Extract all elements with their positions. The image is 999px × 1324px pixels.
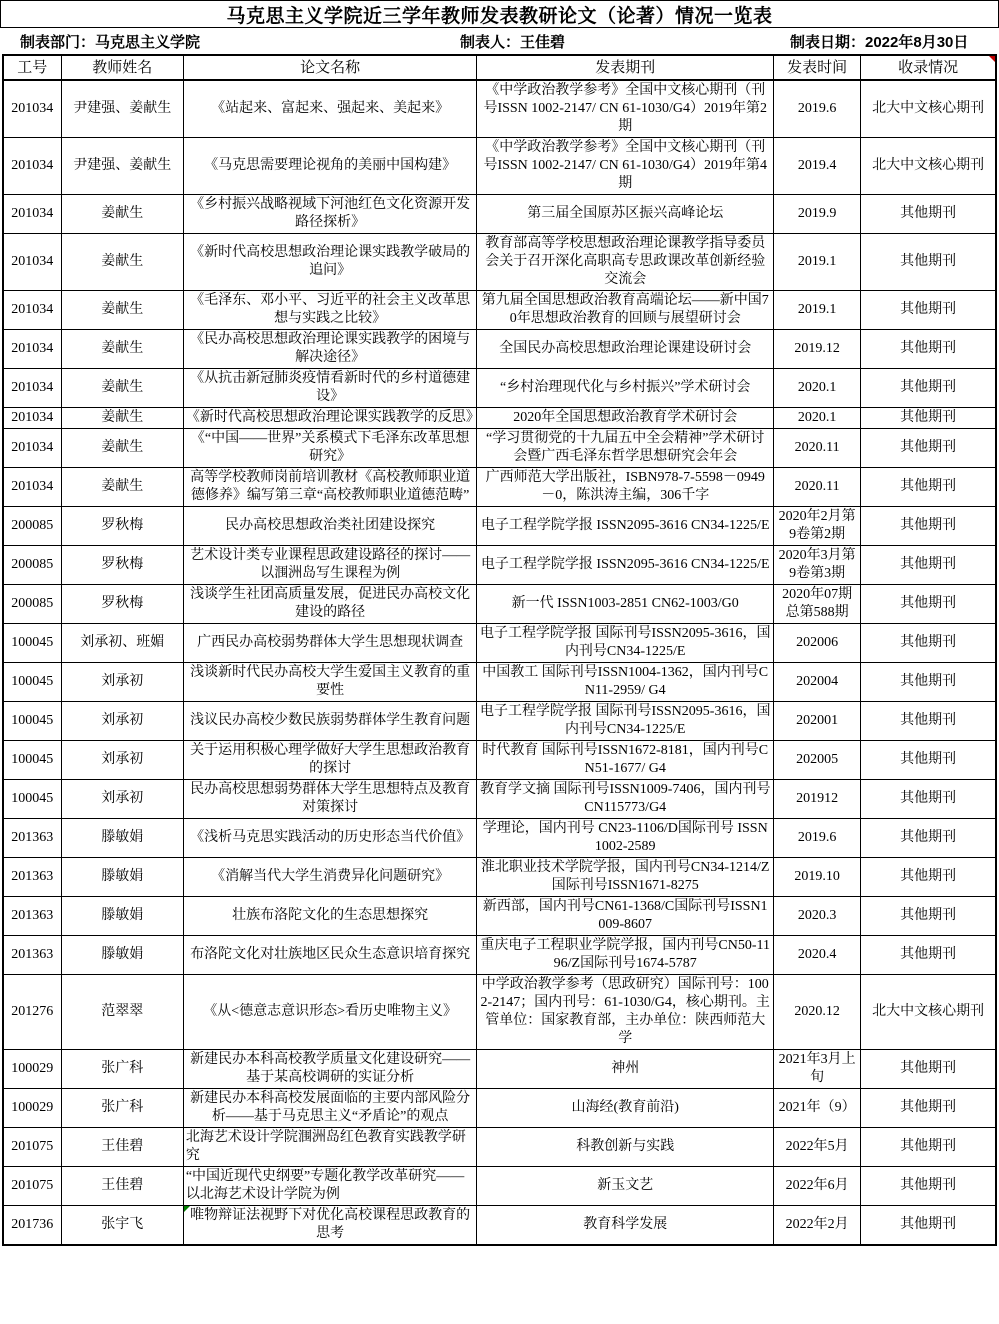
cell-index-status: 其他期刊 [861,195,996,234]
cell-teacher-name: 范翠翠 [61,975,183,1050]
cell-teacher-name: 尹建强、姜献生 [61,138,183,195]
cell-teacher-name: 姜献生 [61,369,183,408]
cell-journal: 重庆电子工程职业学院学报，国内刊号CN50-1196/Z国际刊号1674-5787 [477,936,774,975]
cell-employee-id: 200085 [3,546,61,585]
table-row [3,936,996,975]
header-row [3,55,996,80]
cell-index-status: 其他期刊 [861,897,996,936]
cell-journal: “学习贯彻党的十九届五中全会精神”学术研讨会暨广西毛泽东哲学思想研究会年会 [477,429,774,468]
cell-index-status: 其他期刊 [861,780,996,819]
table-row [3,195,996,234]
cell-employee-id: 100045 [3,624,61,663]
cell-employee-id: 100045 [3,702,61,741]
cell-paper-title: 北海艺术设计学院涠洲岛红色教育实践教学研究 [183,1128,477,1167]
cell-paper-title: 民办高校思想政治类社团建设探究 [183,507,477,546]
cell-employee-id: 201363 [3,819,61,858]
table-row [3,138,996,195]
title-box [0,0,999,28]
cell-paper-title: 艺术设计类专业课程思政建设路径的探讨——以涠洲岛写生课程为例 [183,546,477,585]
cell-journal: 《中学政治教学参考》全国中文核心期刊（刊号ISSN 1002-2147/ CN 61-1030/G4）2019年第4期 [477,138,774,195]
cell-journal: 淮北职业技术学院学报，国内刊号CN34-1214/Z国际刊号ISSN1671-8275 [477,858,774,897]
cell-paper-title: 高等学校教师岗前培训教材《高校教师职业道德修养》编写第三章“高校教师职业道德范畴” [183,468,477,507]
cell-paper-title: 民办高校思想弱势群体大学生思想特点及教育对策探讨 [183,780,477,819]
cell-paper-title: 《“中国——世界”关系模式下毛泽东改革思想研究》 [183,429,477,468]
col-header-index-status-label: 收录情况 [898,59,959,76]
cell-paper-title: 浅谈学生社团高质量发展，促进民办高校文化建设的路径 [183,585,477,624]
cell-employee-id: 201034 [3,408,61,429]
cell-publish-time: 2020.12 [774,975,861,1050]
cell-paper-title: 新建民办本科高校教学质量文化建设研究——基于某高校调研的实证分析 [183,1050,477,1089]
cell-publish-time: 202005 [774,741,861,780]
cell-paper-title: 壮族布洛陀文化的生态思想探究 [183,897,477,936]
cell-teacher-name: 罗秋梅 [61,585,183,624]
cell-paper-title: 《民办高校思想政治理论课实践教学的困境与解决途径》 [183,330,477,369]
cell-employee-id: 201034 [3,468,61,507]
cell-teacher-name: 张广科 [61,1089,183,1128]
table-row [3,624,996,663]
table-row [3,1206,996,1246]
cell-journal: 电子工程学院学报 国际刊号ISSN2095-3616，国内刊号CN34-1225/E [477,624,774,663]
cell-paper-title: 《乡村振兴战略视域下河池红色文化资源开发路径探析》 [183,195,477,234]
cell-index-status: 其他期刊 [861,624,996,663]
cell-employee-id: 200085 [3,507,61,546]
cell-journal: 科教创新与实践 [477,1128,774,1167]
cell-publish-time: 2020.4 [774,936,861,975]
cell-publish-time: 2021年3月上旬 [774,1050,861,1089]
cell-journal: 中国教工 国际刊号ISSN1004-1362，国内刊号CN11-2959/ G4 [477,663,774,702]
cell-journal: 学理论，国内刊号 CN23-1106/D国际刊号 ISSN 1002-2589 [477,819,774,858]
cell-employee-id: 201736 [3,1206,61,1246]
table-row [3,429,996,468]
cell-teacher-name: 姜献生 [61,234,183,291]
table-row [3,408,996,429]
cell-journal: 全国民办高校思想政治理论课建设研讨会 [477,330,774,369]
error-indicator-icon [184,1206,190,1212]
cell-teacher-name: 姜献生 [61,408,183,429]
cell-teacher-name: 姜献生 [61,468,183,507]
cell-publish-time: 202004 [774,663,861,702]
cell-paper-title: 《消解当代大学生消费异化问题研究》 [183,858,477,897]
cell-index-status: 其他期刊 [861,507,996,546]
cell-publish-time: 201912 [774,780,861,819]
cell-journal: 新玉文艺 [477,1167,774,1206]
cell-paper-title: 布洛陀文化对壮族地区民众生态意识培育探究 [183,936,477,975]
cell-index-status: 北大中文核心期刊 [861,138,996,195]
cell-index-status: 其他期刊 [861,663,996,702]
cell-journal: “乡村治理现代化与乡村振兴”学术研讨会 [477,369,774,408]
cell-paper-title: 关于运用积极心理学做好大学生思想政治教育的探讨 [183,741,477,780]
cell-teacher-name: 姜献生 [61,429,183,468]
cell-index-status: 其他期刊 [861,741,996,780]
table-row [3,546,996,585]
cell-teacher-name: 罗秋梅 [61,507,183,546]
cell-publish-time: 202006 [774,624,861,663]
cell-teacher-name: 滕敏娟 [61,858,183,897]
table-row [3,468,996,507]
table-row [3,291,996,330]
table-row [3,819,996,858]
cell-index-status: 其他期刊 [861,291,996,330]
cell-teacher-name: 尹建强、姜献生 [61,80,183,138]
table-row [3,780,996,819]
cell-publish-time: 2022年6月 [774,1167,861,1206]
cell-publish-time: 2019.6 [774,80,861,138]
cell-journal: 电子工程学院学报 ISSN2095-3616 CN34-1225/E [477,546,774,585]
cell-index-status: 其他期刊 [861,1050,996,1089]
cell-teacher-name: 姜献生 [61,291,183,330]
table-row [3,975,996,1050]
cell-paper-title: 《毛泽东、邓小平、习近平的社会主义改革思想与实践之比较》 [183,291,477,330]
table-row [3,585,996,624]
page-title: 马克思主义学院近三学年教师发表教研论文（论著）情况一览表 [226,5,773,27]
cell-publish-time: 2019.10 [774,858,861,897]
cell-index-status: 其他期刊 [861,1206,996,1246]
cell-journal: 第九届全国思想政治教育高端论坛——新中国70年思想政治教育的回顾与展望研讨会 [477,291,774,330]
cell-employee-id: 201363 [3,858,61,897]
col-header-teacher-name: 教师姓名 [61,55,183,80]
cell-teacher-name: 滕敏娟 [61,819,183,858]
cell-paper-title: 浅谈新时代民办高校大学生爱国主义教育的重要性 [183,663,477,702]
cell-employee-id: 201034 [3,138,61,195]
cell-index-status: 其他期刊 [861,585,996,624]
cell-employee-id: 201034 [3,195,61,234]
col-header-journal: 发表期刊 [477,55,774,80]
cell-index-status: 其他期刊 [861,1128,996,1167]
cell-publish-time: 2020.11 [774,468,861,507]
table-header [3,55,996,80]
cell-teacher-name: 张宇飞 [61,1206,183,1246]
cell-index-status: 其他期刊 [861,468,996,507]
table-row [3,1050,996,1089]
cell-paper-title: 《马克思需要理论视角的美丽中国构建》 [183,138,477,195]
table-row [3,80,996,138]
comment-indicator-icon [989,56,995,62]
cell-journal: 新西部，国内刊号CN61-1368/C国际刊号ISSN1009-8607 [477,897,774,936]
meta-row [0,28,999,54]
cell-teacher-name: 滕敏娟 [61,897,183,936]
cell-journal: 山海经(教育前沿) [477,1089,774,1128]
col-header-employee-id: 工号 [3,55,61,80]
cell-teacher-name: 滕敏娟 [61,936,183,975]
cell-publish-time: 2019.1 [774,234,861,291]
meta-date: 制表日期：2022年8月30日 [790,33,969,51]
cell-employee-id: 201034 [3,80,61,138]
cell-teacher-name: 刘承初 [61,702,183,741]
cell-journal: 新一代 ISSN1003-2851 CN62-1003/G0 [477,585,774,624]
cell-paper-title: 浅议民办高校少数民族弱势群体学生教育问题 [183,702,477,741]
cell-teacher-name: 王佳碧 [61,1128,183,1167]
cell-paper-title: 《浅析马克思实践活动的历史形态当代价值》 [183,819,477,858]
cell-employee-id: 100029 [3,1050,61,1089]
cell-publish-time: 2019.6 [774,819,861,858]
cell-index-status: 其他期刊 [861,858,996,897]
cell-index-status: 其他期刊 [861,234,996,291]
cell-publish-time: 2020年3月第9卷第3期 [774,546,861,585]
cell-paper-title: 《站起来、富起来、强起来、美起来》 [183,80,477,138]
cell-publish-time: 2020.1 [774,369,861,408]
meta-preparer: 制表人：王佳碧 [460,33,566,51]
cell-journal: 教育学文摘 国际刊号ISSN1009-7406，国内刊号CN115773/G4 [477,780,774,819]
cell-index-status: 北大中文核心期刊 [861,975,996,1050]
cell-journal: 教育部高等学校思想政治理论课教学指导委员会关于召开深化高职高专思政课改革创新经验交流会 [477,234,774,291]
table-row [3,1089,996,1128]
cell-journal: 广西师范大学出版社，ISBN978-7-5598－0949－0，陈洪涛主编，306千字 [477,468,774,507]
cell-publish-time: 2020.3 [774,897,861,936]
cell-employee-id: 201363 [3,936,61,975]
cell-paper-title: 唯物辩证法视野下对优化高校课程思政教育的思考 [183,1206,477,1246]
cell-employee-id: 201034 [3,234,61,291]
cell-index-status: 其他期刊 [861,408,996,429]
cell-publish-time: 2020.1 [774,408,861,429]
cell-index-status: 其他期刊 [861,429,996,468]
cell-paper-title: 《新时代高校思想政治理论课实践教学的反思》 [183,408,477,429]
col-header-paper-title: 论文名称 [183,55,477,80]
cell-index-status: 其他期刊 [861,1167,996,1206]
cell-teacher-name: 刘承初 [61,780,183,819]
table-body [3,80,996,1245]
cell-employee-id: 201034 [3,429,61,468]
cell-publish-time: 2020年07期总第588期 [774,585,861,624]
cell-index-status: 其他期刊 [861,936,996,975]
cell-journal: 中学政治教学参考（思政研究）国际刊号：1002-2147；国内刊号：61-1030/G4，核心期刊。主管单位：国家教育部，主办单位：陕西师范大学 [477,975,774,1050]
cell-index-status: 其他期刊 [861,819,996,858]
cell-employee-id: 201034 [3,330,61,369]
cell-publish-time: 2022年5月 [774,1128,861,1167]
cell-paper-title: 《从抗击新冠肺炎疫情看新时代的乡村道德建设》 [183,369,477,408]
cell-publish-time: 2022年2月 [774,1206,861,1246]
table-row [3,369,996,408]
cell-employee-id: 201363 [3,897,61,936]
col-header-index-status [861,55,996,80]
cell-teacher-name: 刘承初 [61,663,183,702]
cell-paper-title: 《新时代高校思想政治理论课实践教学破局的追问》 [183,234,477,291]
cell-journal: 电子工程学院学报 国际刊号ISSN2095-3616，国内刊号CN34-1225/E [477,702,774,741]
table-row [3,702,996,741]
cell-journal: 电子工程学院学报 ISSN2095-3616 CN34-1225/E [477,507,774,546]
cell-employee-id: 201075 [3,1128,61,1167]
cell-teacher-name: 罗秋梅 [61,546,183,585]
cell-publish-time: 2020.11 [774,429,861,468]
cell-journal: 2020年全国思想政治教育学术研讨会 [477,408,774,429]
table-row [3,234,996,291]
table-row [3,1167,996,1206]
cell-teacher-name: 张广科 [61,1050,183,1089]
cell-index-status: 其他期刊 [861,369,996,408]
cell-teacher-name: 刘承初、班媚 [61,624,183,663]
cell-index-status: 其他期刊 [861,330,996,369]
cell-paper-title: 《从<德意志意识形态>看历史唯物主义》 [183,975,477,1050]
cell-employee-id: 100045 [3,780,61,819]
cell-publish-time: 202001 [774,702,861,741]
cell-journal: 第三届全国原苏区振兴高峰论坛 [477,195,774,234]
cell-publish-time: 2020年2月第9卷第2期 [774,507,861,546]
cell-teacher-name: 姜献生 [61,195,183,234]
cell-employee-id: 201276 [3,975,61,1050]
cell-employee-id: 100045 [3,741,61,780]
table-row [3,897,996,936]
cell-employee-id: 201034 [3,369,61,408]
table-row [3,663,996,702]
cell-employee-id: 201075 [3,1167,61,1206]
cell-journal: 神州 [477,1050,774,1089]
cell-index-status: 其他期刊 [861,702,996,741]
cell-journal: 《中学政治教学参考》全国中文核心期刊（刊号ISSN 1002-2147/ CN 61-1030/G4）2019年第2期 [477,80,774,138]
cell-teacher-name: 刘承初 [61,741,183,780]
cell-publish-time: 2019.1 [774,291,861,330]
table-row [3,330,996,369]
cell-index-status: 北大中文核心期刊 [861,80,996,138]
cell-employee-id: 100029 [3,1089,61,1128]
cell-employee-id: 100045 [3,663,61,702]
publications-table [2,54,997,1246]
cell-employee-id: 200085 [3,585,61,624]
cell-journal: 时代教育 国际刊号ISSN1672-8181，国内刊号CN51-1677/ G4 [477,741,774,780]
cell-publish-time: 2019.12 [774,330,861,369]
table-row [3,507,996,546]
cell-paper-title: 广西民办高校弱势群体大学生思想现状调查 [183,624,477,663]
cell-publish-time: 2021年（9） [774,1089,861,1128]
table-row [3,741,996,780]
cell-paper-title: 新建民办本科高校发展面临的主要内部风险分析——基于马克思主义“矛盾论”的观点 [183,1089,477,1128]
cell-publish-time: 2019.9 [774,195,861,234]
meta-department: 制表部门：马克思主义学院 [20,33,201,51]
cell-index-status: 其他期刊 [861,546,996,585]
col-header-publish-time: 发表时间 [774,55,861,80]
cell-paper-title: “中国近现代史纲要”专题化教学改革研究——以北海艺术设计学院为例 [183,1167,477,1206]
cell-publish-time: 2019.4 [774,138,861,195]
cell-teacher-name: 姜献生 [61,330,183,369]
table-row [3,1128,996,1167]
table-row [3,858,996,897]
cell-index-status: 其他期刊 [861,1089,996,1128]
cell-teacher-name: 王佳碧 [61,1167,183,1206]
cell-journal: 教育科学发展 [477,1206,774,1246]
cell-employee-id: 201034 [3,291,61,330]
